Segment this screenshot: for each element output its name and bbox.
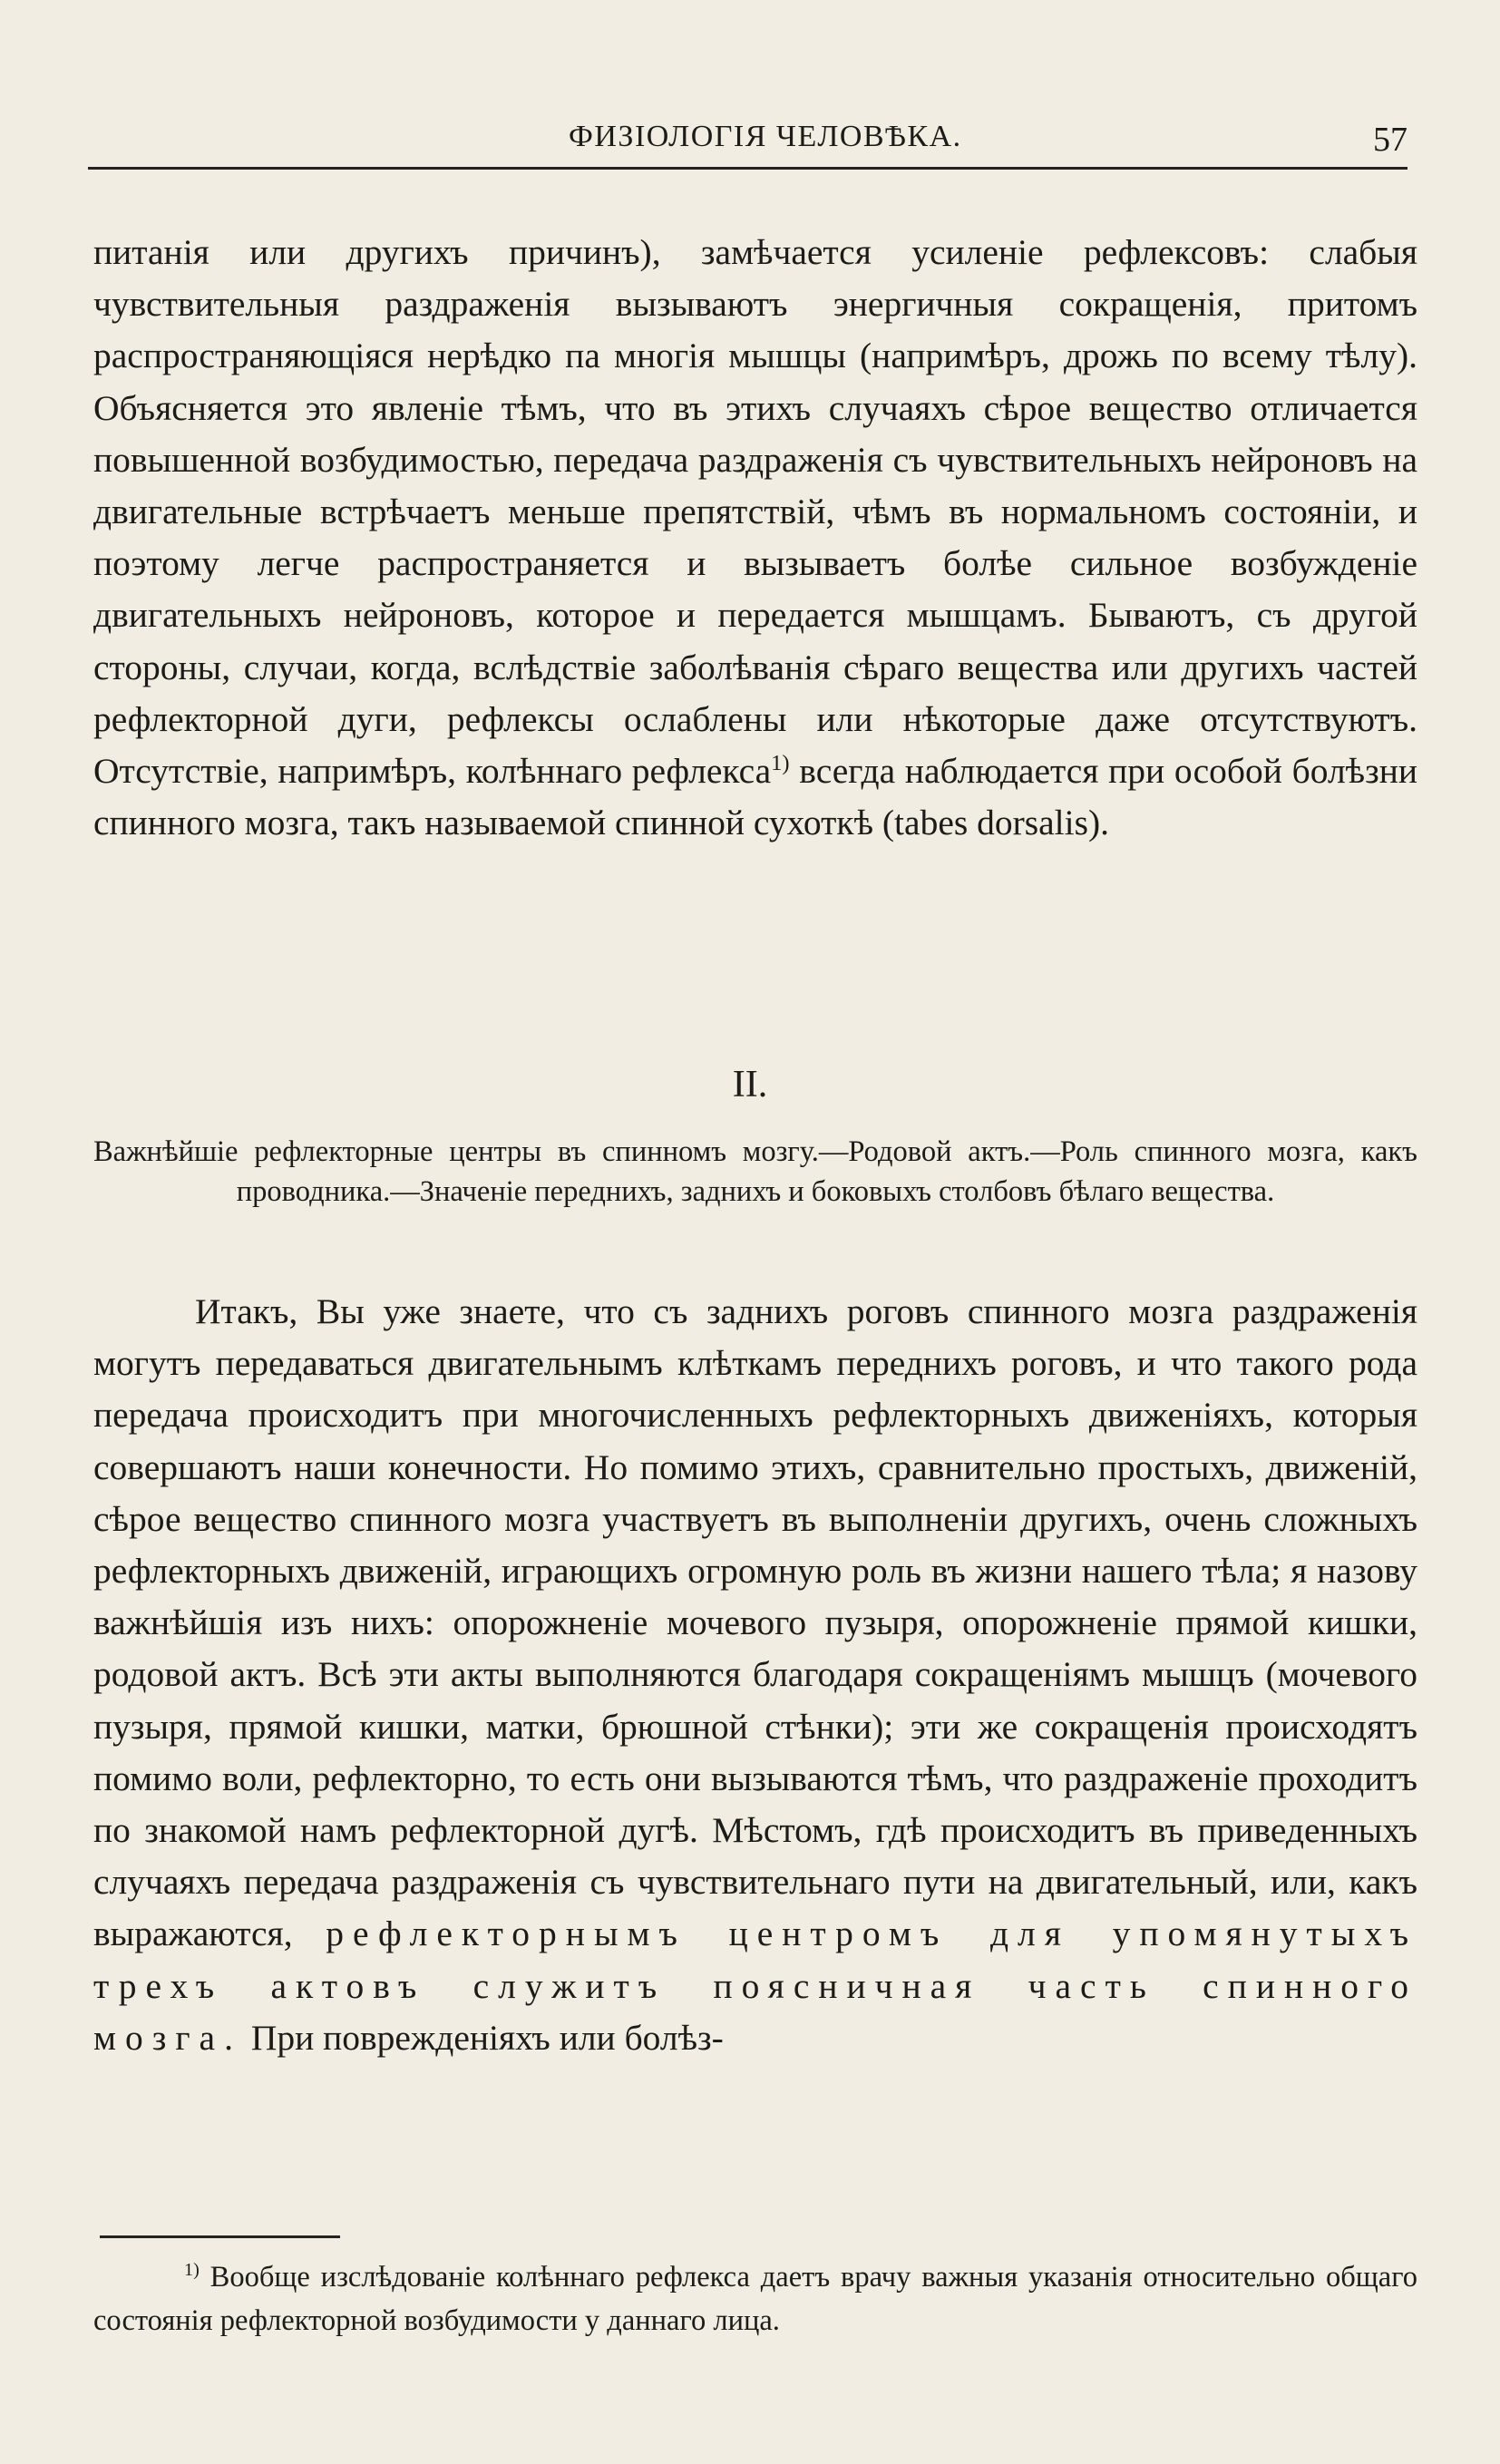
- footnote: [93, 2255, 1417, 2342]
- paragraph-top-text: питанія или другихъ причинъ), замѣчается усиленіе рефлексовъ: слабыя чувствительныя раздраженія вызываютъ энергичныя сокращенія, притомъ распространяющіяся нерѣдко па многія мышцы (напримѣръ, дрожь по всему тѣлу). Объясняется это явленіе тѣмъ, что въ этихъ случаяхъ сѣрое вещество отличается повышенной возбудимостью, передача раздраженія съ чувствительныхъ нейроновъ на двигательные встрѣчаетъ меньше препятствій, чѣмъ въ нормальномъ состояніи, и поэтому легче распространяется и вызываетъ болѣе сильное возбужденіе двигательныхъ нейроновъ, которое и передается мышцамъ. Бываютъ, съ другой стороны, случаи, когда, вслѣдствіе заболѣванія сѣраго вещества или другихъ частей рефлекторной дуги, рефлексы ослаблены или нѣкоторые даже отсутствуютъ. Отсутствіе, напримѣръ, колѣннаго рефлекса: [93, 232, 1417, 792]
- footnote-mark: 1): [184, 2260, 200, 2281]
- paragraph-top: [93, 227, 1417, 849]
- section-summary: Важнѣйшіе рефлекторные центры въ спинномъ мозгу.—Родовой актъ.—Роль спинного мозга, какъ проводника.—Значеніе переднихъ, заднихъ и боковыхъ столбовъ бѣлаго вещества.: [93, 1135, 1417, 1208]
- paragraph-main-text-end: При поврежденіяхъ или болѣз-: [241, 2017, 724, 2058]
- header-rule: [88, 167, 1407, 170]
- running-head: ФИЗІОЛОГІЯ ЧЕЛОВѢКА.: [569, 120, 962, 153]
- page-number: 57: [1373, 121, 1407, 159]
- page-header: [88, 120, 1407, 170]
- footnote-text: Вообще изслѣдованіе колѣннаго рефлекса даетъ врачу важныя указанія относительно общаго состоянія рефлекторной возбудимости у даннаго лица.: [93, 2261, 1417, 2337]
- paragraph-main: [93, 1286, 1417, 2064]
- section-number: II.: [732, 1064, 768, 1105]
- paragraph-main-text: Итакъ, Вы уже знаете, что съ заднихъ роговъ спинного мозга раздраженія могутъ передаваться двигательнымъ клѣткамъ переднихъ роговъ, и что такого рода передача происходитъ при многочисленныхъ рефлекторныхъ движеніяхъ, которыя совершаютъ наши конечности. Но помимо этихъ, сравнительно простыхъ, движеній, сѣрое вещество спинного мозга участвуетъ въ выполненіи другихъ, очень сложныхъ рефлекторныхъ движеній, играющихъ огромную роль въ жизни нашего тѣла; я назову важнѣйшія изъ нихъ: опорожненіе мочевого пузыря, опорожненіе прямой кишки, родовой актъ. Всѣ эти акты выполняются благодаря сокращеніямъ мышцъ (мочевого пузыря, прямой кишки, матки, брюшной стѣнки); эти же сокращенія происходятъ помимо воли, рефлекторно, то есть они вызываются тѣмъ, что раздраженіе проходитъ по знакомой намъ рефлекторной дугѣ. Мѣстомъ, гдѣ происходитъ въ приведенныхъ случаяхъ передача раздраженія съ чувствительнаго пути на двигательный, или, какъ выражаются,: [93, 1291, 1417, 1954]
- footnote-reference: 1): [771, 750, 790, 775]
- footnote-rule: [100, 2235, 340, 2238]
- emphasized-phrase: рефлекторнымъ центромъ для упомянутыхъ трехъ актовъ служитъ поясничная часть спинного мозга.: [93, 1914, 1418, 2058]
- paragraph-top-text-end: всегда наблюдается при особой болѣзни спинного мозга, такъ называемой спинной сухоткѣ (tabes dorsalis).: [93, 751, 1417, 843]
